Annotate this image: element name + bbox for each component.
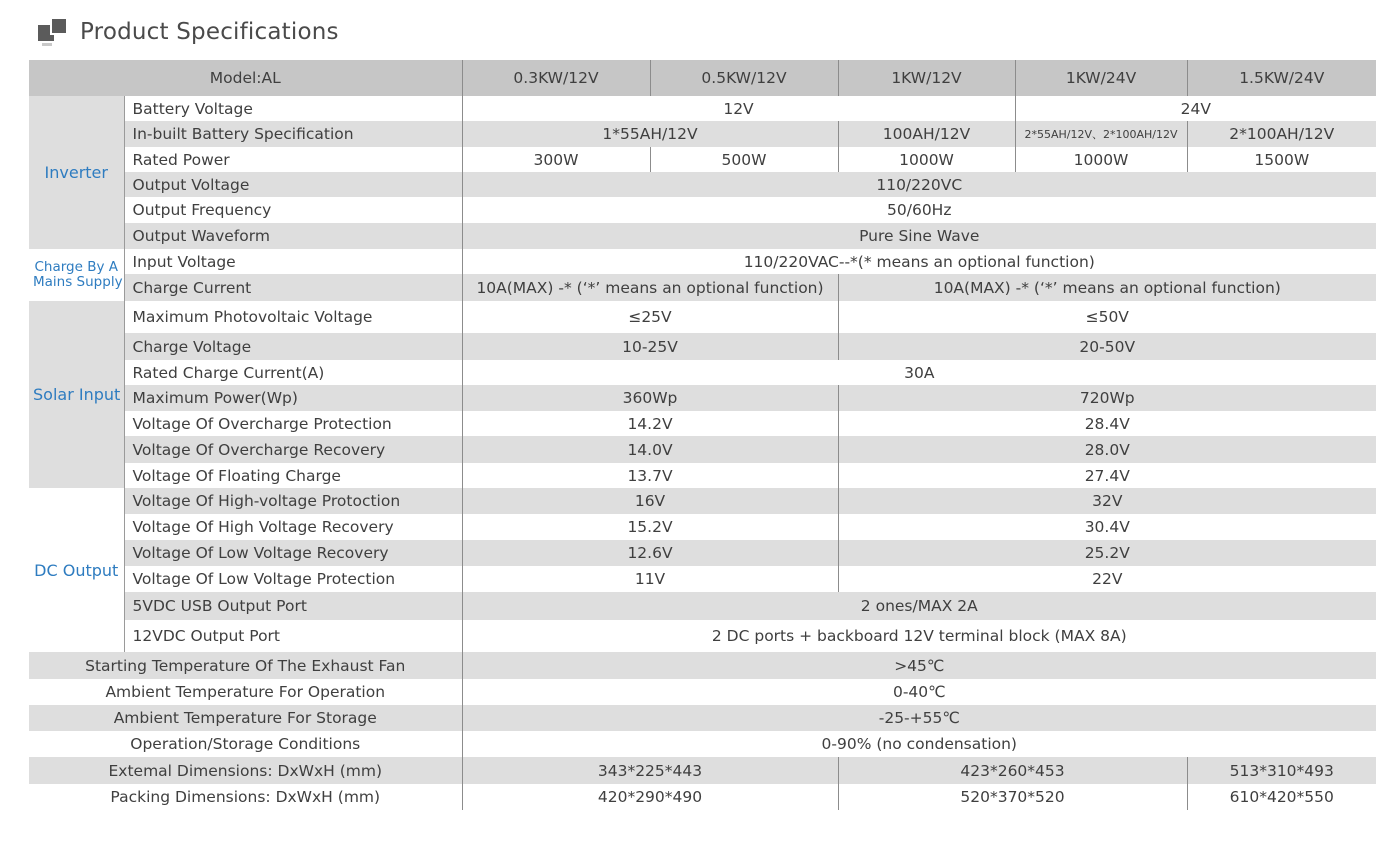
param-label: Battery Voltage (124, 96, 462, 121)
cell-value: 0-90% (no condensation) (462, 731, 1376, 757)
param-label: Charge Voltage (124, 333, 462, 360)
logo-icon (38, 17, 66, 47)
table-row (29, 360, 1376, 385)
cell-value: 30A (462, 360, 1376, 385)
cell-value: 423*260*453 (838, 757, 1187, 784)
param-label: Voltage Of Overcharge Recovery (124, 436, 462, 463)
category-charge-line1: Charge By A (34, 259, 118, 275)
cell-value: 1*55AH/12V (462, 121, 838, 147)
cell-value: 10A(MAX) -* (‘*’ means an optional function) (838, 274, 1376, 301)
cell-value: ≤25V (462, 301, 838, 333)
param-label: Voltage Of Low Voltage Protection (124, 566, 462, 592)
cell-value: 28.0V (838, 436, 1376, 463)
cell-value: 1500W (1187, 147, 1376, 172)
cell-value: 20-50V (838, 333, 1376, 360)
cell-value: 25.2V (838, 540, 1376, 566)
table-row (29, 705, 1376, 731)
cell-value: 420*290*490 (462, 784, 838, 810)
param-label: Voltage Of High Voltage Recovery (124, 514, 462, 540)
cell-value: 50/60Hz (462, 197, 1376, 223)
cell-value: 360Wp (462, 385, 838, 411)
page-title: Product Specifications (80, 19, 339, 45)
table-row (29, 592, 1376, 620)
cell-value: 0-40℃ (462, 679, 1376, 705)
table-row (29, 385, 1376, 411)
table-row (29, 274, 1376, 301)
param-label: Starting Temperature Of The Exhaust Fan (29, 652, 462, 679)
cell-value: ≤50V (838, 301, 1376, 333)
model-15kw-24v: 1.5KW/24V (1187, 60, 1376, 96)
table-row (29, 540, 1376, 566)
param-label: Maximum Power(Wp) (124, 385, 462, 411)
cell-value: 300W (462, 147, 650, 172)
table-row (29, 249, 1376, 274)
cell-value: 16V (462, 488, 838, 514)
cell-value: 110/220VC (462, 172, 1376, 197)
table-row (29, 679, 1376, 705)
model-05kw-12v: 0.5KW/12V (650, 60, 838, 96)
category-dc: DC Output (29, 488, 124, 652)
cell-value: 14.0V (462, 436, 838, 463)
cell-value: 28.4V (838, 411, 1376, 436)
cell-value: 12V (462, 96, 1015, 121)
param-label: Maximum Photovoltaic Voltage (124, 301, 462, 333)
param-label: Packing Dimensions: DxWxH (mm) (29, 784, 462, 810)
param-label: In-built Battery Specification (124, 121, 462, 147)
category-solar: Solar Input (29, 301, 124, 488)
param-label: Operation/Storage Conditions (29, 731, 462, 757)
table-row (29, 333, 1376, 360)
header-row (29, 60, 1376, 96)
table-row (29, 436, 1376, 463)
cell-value: 110/220VAC--*(* means an optional function) (462, 249, 1376, 274)
param-label: Charge Current (124, 274, 462, 301)
model-1kw-12v: 1KW/12V (838, 60, 1015, 96)
table-row (29, 514, 1376, 540)
cell-value: 1000W (838, 147, 1015, 172)
model-1kw-24v: 1KW/24V (1015, 60, 1187, 96)
table-row (29, 411, 1376, 436)
table-row (29, 463, 1376, 488)
param-label: Voltage Of High-voltage Protoction (124, 488, 462, 514)
cell-value: 1000W (1015, 147, 1187, 172)
table-row (29, 172, 1376, 197)
cell-value: Pure Sine Wave (462, 223, 1376, 249)
param-label: Rated Charge Current(A) (124, 360, 462, 385)
table-row (29, 566, 1376, 592)
cell-value: 13.7V (462, 463, 838, 488)
cell-value: 14.2V (462, 411, 838, 436)
table-row (29, 620, 1376, 652)
param-label: Output Waveform (124, 223, 462, 249)
param-label: Voltage Of Low Voltage Recovery (124, 540, 462, 566)
page-header (38, 14, 339, 50)
cell-value: 24V (1015, 96, 1376, 121)
model-label: Model:AL (29, 60, 462, 96)
param-label: Input Voltage (124, 249, 462, 274)
cell-value: 610*420*550 (1187, 784, 1376, 810)
cell-value: >45℃ (462, 652, 1376, 679)
cell-value: 520*370*520 (838, 784, 1187, 810)
cell-value: 27.4V (838, 463, 1376, 488)
cell-value: 500W (650, 147, 838, 172)
table-row (29, 96, 1376, 121)
table-row (29, 784, 1376, 810)
table-row (29, 197, 1376, 223)
cell-value: 100AH/12V (838, 121, 1015, 147)
param-label: 5VDC USB Output Port (124, 592, 462, 620)
cell-value: 22V (838, 566, 1376, 592)
cell-value: 2*55AH/12V、2*100AH/12V (1015, 121, 1187, 147)
cell-value: 2*100AH/12V (1187, 121, 1376, 147)
cell-value: 11V (462, 566, 838, 592)
param-label: Extemal Dimensions: DxWxH (mm) (29, 757, 462, 784)
table-row (29, 223, 1376, 249)
param-label: Ambient Temperature For Storage (29, 705, 462, 731)
table-row (29, 757, 1376, 784)
param-label: Voltage Of Floating Charge (124, 463, 462, 488)
category-inverter: Inverter (29, 96, 124, 249)
table-row (29, 147, 1376, 172)
cell-value: 32V (838, 488, 1376, 514)
table-row (29, 652, 1376, 679)
cell-value: 12.6V (462, 540, 838, 566)
cell-value: 30.4V (838, 514, 1376, 540)
cell-value: 10-25V (462, 333, 838, 360)
table-row (29, 488, 1376, 514)
param-label: 12VDC Output Port (124, 620, 462, 652)
param-label: Ambient Temperature For Operation (29, 679, 462, 705)
cell-value: -25-+55℃ (462, 705, 1376, 731)
cell-value: 513*310*493 (1187, 757, 1376, 784)
table-row (29, 121, 1376, 147)
param-label: Output Frequency (124, 197, 462, 223)
cell-value: 720Wp (838, 385, 1376, 411)
param-label: Voltage Of Overcharge Protection (124, 411, 462, 436)
table-row (29, 731, 1376, 757)
cell-value: 343*225*443 (462, 757, 838, 784)
param-label: Rated Power (124, 147, 462, 172)
cell-value: 2 DC ports + backboard 12V terminal block (MAX 8A) (462, 620, 1376, 652)
param-label: Output Voltage (124, 172, 462, 197)
category-charge-mains (29, 249, 124, 301)
cell-value: 2 ones/MAX 2A (462, 592, 1376, 620)
cell-value: 15.2V (462, 514, 838, 540)
spec-table (29, 60, 1376, 810)
model-03kw-12v: 0.3KW/12V (462, 60, 650, 96)
cell-value: 10A(MAX) -* (‘*’ means an optional function) (462, 274, 838, 301)
category-charge-line2: Mains Supply (33, 274, 123, 290)
table-row (29, 301, 1376, 333)
